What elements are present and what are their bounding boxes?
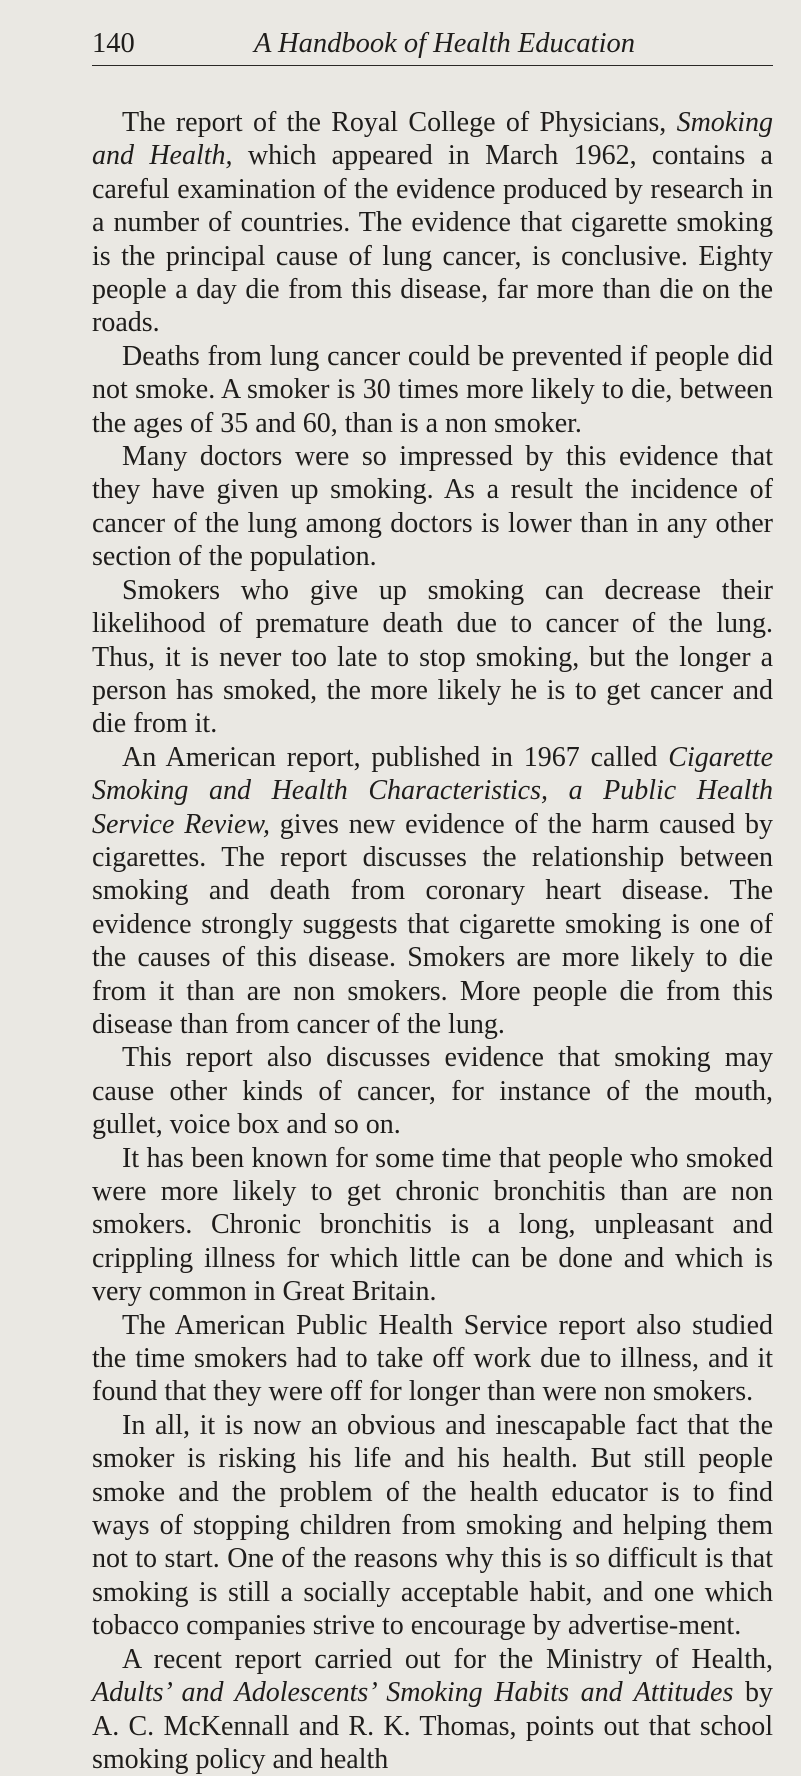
paragraph-text: Smokers who give up smoking can decrease their likelihood of premature death due to cancer of the lung. Thus, it is never too late to stop smoking, but the longer a person has smoked, the more likely he is to get cancer and die from it. (92, 574, 773, 740)
paragraph-4 (92, 574, 773, 741)
paragraph-2 (92, 340, 773, 440)
paragraph-text: by A. C. McKennall and R. K. Thomas, points out that school smoking policy and health (92, 1677, 774, 1775)
paragraph-1 (92, 106, 773, 340)
italic-title: Smoking and Health, (92, 107, 773, 172)
body-text (92, 106, 773, 1776)
running-head (92, 30, 773, 66)
italic-title: Cigarette Smoking and Health Characteristics, a Public Health Service Review, (92, 741, 773, 840)
paragraph-8 (92, 1309, 773, 1409)
paragraph-text: The American Public Health Service report also studied the time smokers had to take off work due to illness, and it found that they were off for longer than were non smokers. (92, 1309, 773, 1408)
italic-title: Adults’ and Adolescents’ Smoking Habits and Attitudes (92, 1677, 734, 1709)
paragraph-text: It has been known for some time that people who smoked were more likely to get chronic bronchitis than are non smokers. Chronic bronchitis is a long, unpleasant and crippling illness for which little can be done and which is very common in Great Britain. (92, 1142, 773, 1308)
paragraph-5 (92, 741, 773, 1042)
paragraph-text: Deaths from lung cancer could be prevented if people did not smoke. A smoker is 30 times more likely to die, between the ages of 35 and 60, than is a non smoker. (92, 340, 773, 439)
paragraph-text: Many doctors were so impressed by this evidence that they have given up smoking. As a result the incidence of cancer of the lung among doctors is lower than in any other section of the population. (92, 441, 773, 573)
paragraph-text: In all, it is now an obvious and inescapable fact that the smoker is risking his life and his health. But still people smoke and the problem of the health educator is to find ways of stopping children from smoking and helping them not to start. One of the reasons why this is so difficult is that smoking is still a socially acceptable habit, and one which tobacco companies strive to encourage by advertise-ment. (92, 1409, 773, 1642)
paragraph-9 (92, 1409, 773, 1643)
paragraph-6 (92, 1041, 773, 1141)
paragraph-text: The report of the Royal College of Physicians, (122, 107, 677, 138)
paragraph-text: This report also discusses evidence that smoking may cause other kinds of cancer, for instance of the mouth, gullet, voice box and so on. (92, 1042, 773, 1141)
paragraph-text: An American report, published in 1967 called (122, 741, 669, 773)
paragraph-text: A recent report carried out for the Ministry of Health, (122, 1643, 773, 1675)
paragraph-10 (92, 1643, 773, 1776)
paragraph-7 (92, 1142, 773, 1309)
running-title: A Handbook of Health Education (254, 28, 636, 59)
paragraph-text: gives new evidence of the harm caused by cigarettes. The report discusses the relationship between smoking and death from coronary heart disease. The evidence strongly suggests that cigarette smoking is one of the causes of this disease. Smokers are more likely to die from it than are non smokers. More people die from this disease than from cancer of the lung. (92, 808, 773, 1040)
page-number: 140 (92, 28, 135, 59)
paragraph-text: which appeared in March 1962, contains a careful examination of the evidence produced by research in a number of countries. The evidence that cigarette smoking is the principal cause of lung cancer, is conclusive. Eighty people a day die from this disease, far more than die on the roads. (92, 140, 773, 339)
paragraph-3 (92, 440, 773, 574)
